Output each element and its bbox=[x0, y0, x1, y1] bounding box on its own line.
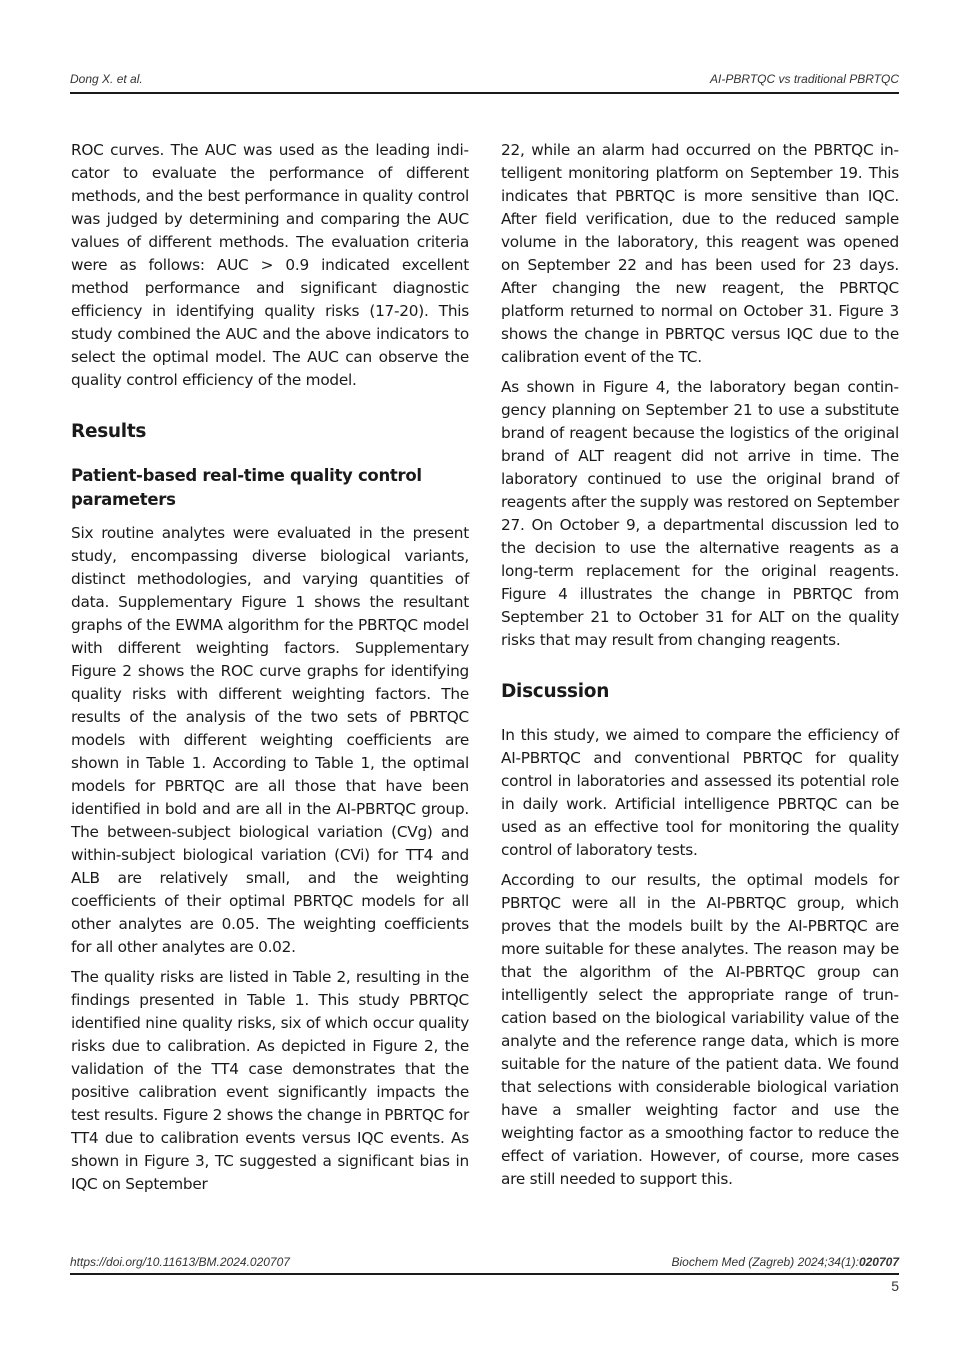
header-short-title: AI-PBRTQC vs traditional PBRTQC bbox=[710, 72, 899, 86]
citation-text: Biochem Med (Zagreb) 2024;34(1): bbox=[671, 1255, 859, 1269]
results-paragraph-2: The quality risks are listed in Table 2, resulting in the findings presented in Table 1. This study PBRTQC identified nine quality risks, six of which occur quality risks due to calibration. As depicted in Figure 2, the validation of the TT4 case demonstrates that the positive calibration event significantly impacts the test results. Figure 2 shows the change in PBRTQC for TT4 due to calibration events versus IQC events. As shown in Figure 3, TC suggested a significant bias in IQC on September bbox=[71, 968, 469, 1193]
discussion-paragraph-1: In this study, we aimed to compare the efficiency of AI-PBRTQC and conventional PBRTQC for quality control in laboratories and assessed its potential role in daily work. Artificial intelligence PBRTQC can be used as an effective tool for monitoring the quality control of laboratory tests. bbox=[501, 726, 899, 859]
discussion-heading: Discussion bbox=[501, 681, 610, 702]
header-rule bbox=[70, 92, 899, 94]
discussion-paragraph-2: According to our results, the optimal models for PBRTQC were all in the AI-PBRTQC group, which proves that the models built by the AI-PBRTQC are more suitable for these analytes. The reason may be that the algorithm of the AI-PBRTQC group can intelligently select the appropriate range of truncation based on the biological variability value of the analyte and the reference range data, which is more suitable for the nature of the patient data. We found that selections with considerable biological variation have a smaller weighting factor and use the weighting factor as a smoothing factor to reduce the effect of variation. However, of course, more cases are still needed to support this. bbox=[501, 871, 899, 1188]
footer-rule bbox=[70, 1273, 899, 1275]
results-paragraph-3: 22, while an alarm had occurred on the PBRTQC intelligent monitoring platform on September 19. This indicates that PBRTQC is more sensitive than IQC. After field verification, due to the reduced sample volume in the laboratory, this reagent was opened on September 22 and has been used for 23 days. After changing the new reagent, the PBRTQC platform returned to normal on October 31. Figure 3 shows the change in PBRTQC versus IQC due to the calibration event of the TC. bbox=[501, 141, 899, 366]
results-paragraph-1: Six routine analytes were evaluated in the present study, encompassing diverse biological variants, distinct methodologies, and varying quantities of data. Supplementary Figure 1 shows the resultant graphs of the EWMA algorithm for the PBRTQC model with different weighting factors. Supplementary Figure 2 shows the ROC curve graphs for identifying quality risks with different weighting factors. The results of the analysis of the two sets of PBRTQC models with different weighting coefficients are shown in Table 1. According to Table 1, the optimal models for PBRTQC are all those that have been identified in bold and are all in the AI-PBRTQC group. The between-subject biological variation (CVg) and within-subject biological variation (CVi) for TT4 and ALB are relatively small, and the weighting coefficients of their optimal PBRTQC models for all other analytes are 0.05. The weighting coefficients for all other analytes are 0.02. bbox=[71, 524, 469, 956]
left-column bbox=[71, 139, 469, 1203]
page-footer bbox=[70, 1255, 899, 1269]
page-number: 5 bbox=[891, 1278, 899, 1294]
doi-link[interactable]: https://doi.org/10.11613/BM.2024.020707 bbox=[70, 1255, 290, 1269]
intro-paragraph: ROC curves. The AUC was used as the leading indicator to evaluate the performance of different methods, and the best performance in quality control was judged by determining and comparing the AUC values of different methods. The evaluation criteria were as follows: AUC > 0.9 indicated excellent method performance and significant diagnostic efficiency in identifying quality risks (17-20). This study combined the AUC and the above indicators to select the optimal model. The AUC can observe the quality control efficiency of the model. bbox=[71, 141, 469, 389]
journal-citation bbox=[672, 1255, 899, 1269]
header-authors: Dong X. et al. bbox=[70, 72, 143, 86]
article-id: 020707 bbox=[858, 1255, 899, 1269]
results-heading: Results bbox=[71, 421, 147, 442]
pbrtqc-parameters-subheading: Patient-based real-time quality control parameters bbox=[71, 466, 422, 509]
running-header bbox=[70, 72, 899, 86]
right-column bbox=[501, 139, 899, 1198]
results-paragraph-4: As shown in Figure 4, the laboratory began contingency planning on September 21 to use a substitute brand of reagent because the logistics of the original brand of ALT reagent did not arrive in time. The laboratory continued to use the original brand of reagents after the supply was restored on September 27. On October 9, a departmental discussion led to the decision to use the alternative reagents as a long-term replacement for the original reagents. Figure 4 illustrates the change in PBRTQC from September 21 to October 31 for ALT on the quality risks that may result from changing reagents. bbox=[501, 378, 899, 649]
